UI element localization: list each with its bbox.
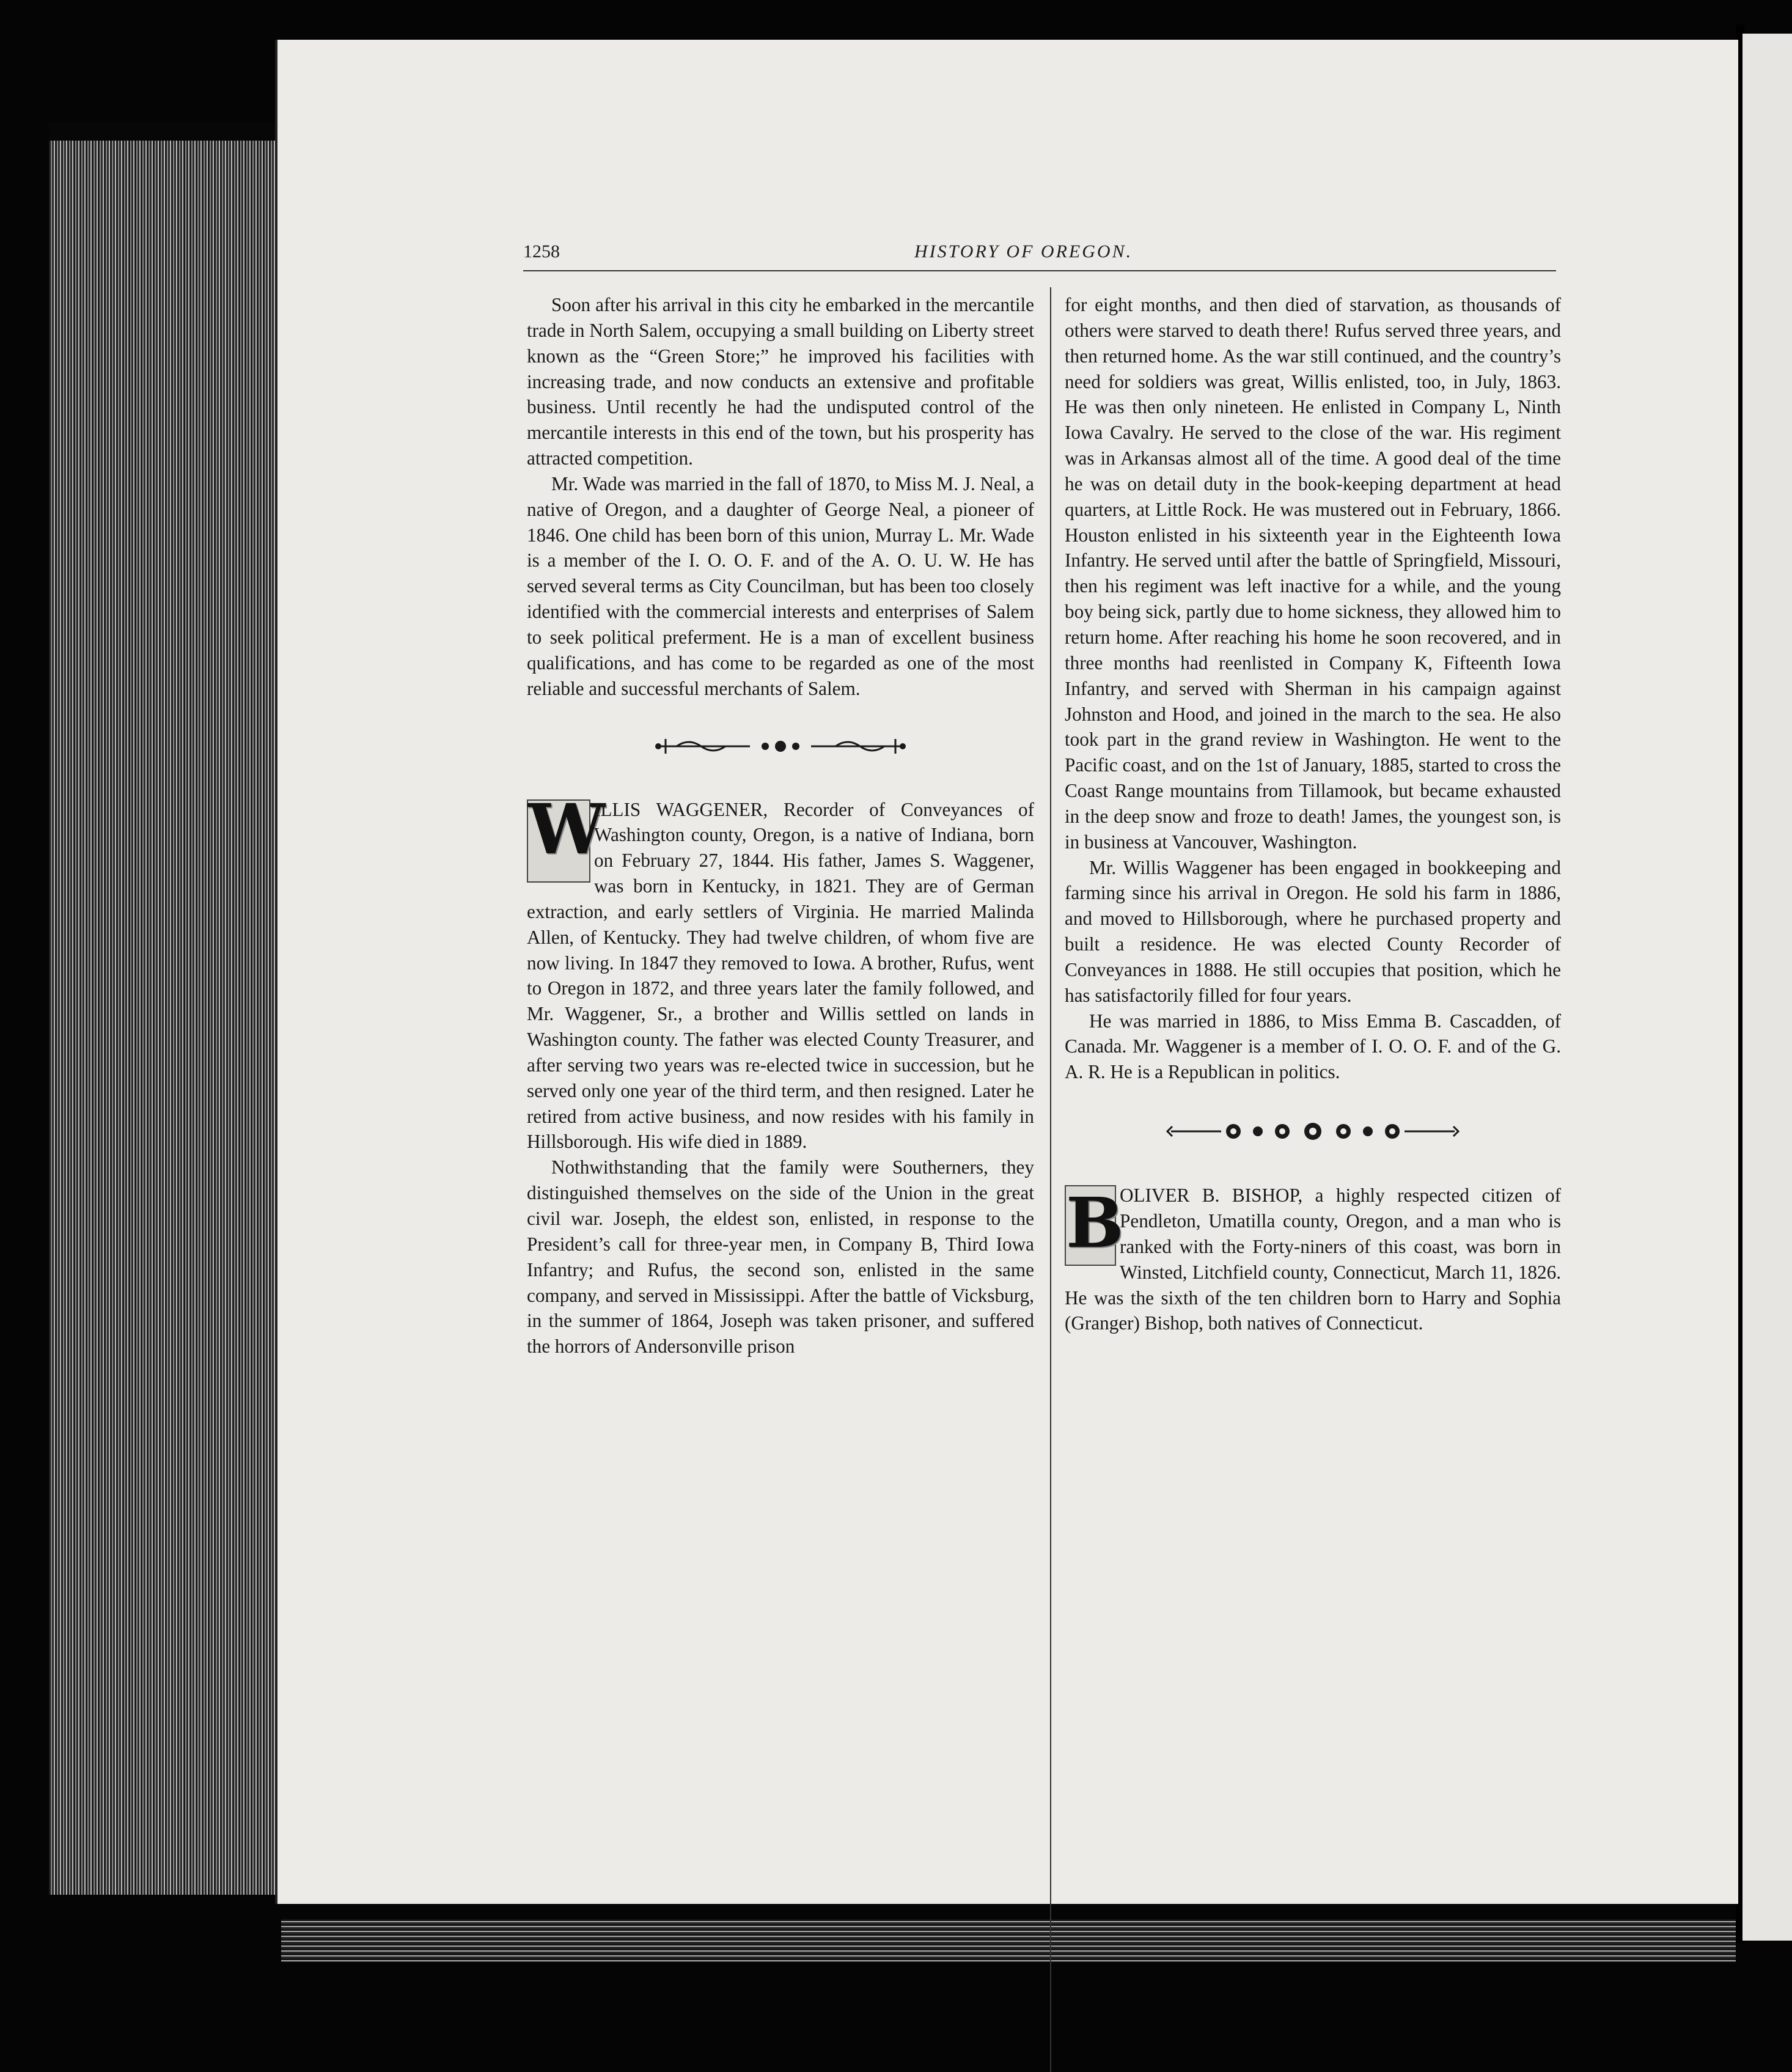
waggener-entry [527,789,1034,1360]
dropcap-b: B [1065,1185,1116,1266]
waggener-opening: ILLIS WAGGENER, Recorder of Conveyances of Washington county, Oregon, is a native of Indiana, born on February 27, 1844. His father, James S. Waggener, was born in Kentucky, in 1821. They are of German extraction, and early settlers of Virginia. He married Malinda Allen, of Kentucky. They had twelve children, of whom five are now living. In 1847 they removed to Iowa. A brother, Rufus, went to Oregon in 1872, and three years later the family followed, and Mr. Waggener, Sr., a brother and Willis settled on lands in Washington county. The father was elected County Treasurer, and after serving two years was re-elected twice in succession, but he served only one year of the third term, and then resigned. Later he retired from active business, and now resides with his family in Hillsborough. His wife died in 1889. [527,798,1034,1153]
right-column [1065,292,1561,1336]
book-page-edges [49,122,281,1895]
left-column [527,292,1034,1359]
dropcap-w: W [527,799,590,883]
waggener-continued: for eight months, and then died of starvation, as thousands of others were starved to death there! Rufus served three years, and then returned home. As the war still continued, and the country’s need for soldiers was great, Willis enlisted, too, in July, 1863. He was then only nineteen. He enlisted in Company L, Ninth Iowa Cavalry. He served to the close of the war. His regiment was in Arkansas almost all of the time. A good deal of the time he was on detail duty in the book-keeping department at head quarters, at Little Rock. He was mustered out in February, 1866. Houston enlisted in his sixteenth year in the Eighteenth Iowa Infantry. He served until after the battle of Springfield, Missouri, then his regiment was left inactive for a while, and the young boy being sick, partly due to home sickness, they allowed him to return home. After reaching his home he soon recovered, and in three months had reenlisted in Company K, Fifteenth Iowa Infantry, and served with Sherman in his campaign against Johnston and Hood, and joined in the march to the sea. He also took part in the grand review in Washington. He went to the Pacific coast, and on the 1st of January, 1885, started to cross the Coast Range mountains from Tillamook, but became exhausted in the deep snow and froze to death! James, the youngest son, is in business at Vancouver, Washington. [1065,294,1561,853]
page-header [523,241,1562,266]
ornament-scroll-icon [652,734,909,759]
wade-paragraph-1: Soon after his arrival in this city he embarked in the mercantile trade in North Salem, occupying a small building on Liberty street known as the “Green Store;” he improved his facilities with increasing trade, and now conducts an extensive and profitable business. Until recently he had the undisputed control of the mercantile interests in this end of the town, but his prosperity has attracted competition. [527,294,1034,469]
book-bottom-edge [281,1919,1736,1962]
running-head: HISTORY OF OREGON. [914,241,1133,262]
waggener-marriage: He was married in 1886, to Miss Emma B. Cascadden, of Canada. Mr. Waggener is a member of I. O. O. F. and of the G. A. R. He is a Republican in politics. [1065,1010,1561,1083]
section-ornament-left [527,718,1034,776]
header-rule [523,270,1556,271]
section-ornament-right [1065,1102,1561,1160]
bishop-entry [1065,1183,1561,1336]
page-number: 1258 [523,241,560,262]
bishop-opening: OLIVER B. BISHOP, a highly respected citizen of Pendleton, Umatilla county, Oregon, and a man who is ranked with the Forty-niners of this coast, was born in Winsted, Litchfield county, Connecticut, March 11, 1826. He was the sixth of the ten children born to Harry and Sophia (Granger) Bishop, both natives of Connecticut. [1065,1185,1561,1334]
waggener-war-paragraph: Nothwithstanding that the family were Southerners, they distinguished themselves on the side of the Union in the great civil war. Joseph, the eldest son, enlisted, in response to the President’s call for three-year men, in Company B, Third Iowa Infantry; and Rufus, the second son, enlisted in the same company, and served in Mississippi. After the battle of Vicksburg, in the summer of 1864, Joseph was taken prisoner, and suffered the horrors of Andersonville prison [527,1156,1034,1357]
ornament-rosette-icon [1166,1119,1460,1144]
column-divider [1050,287,1051,2072]
adjacent-page-edge [1741,34,1792,1941]
wade-paragraph-2: Mr. Wade was married in the fall of 1870, to Miss M. J. Neal, a native of Oregon, and a daughter of George Neal, a pioneer of 1846. One child has been born of this union, Murray L. Mr. Wade is a member of the I. O. O. F. and of the A. O. U. W. He has served several terms as City Councilman, but has been too closely identified with the commercial interests and enterprises of Salem to seek political preferment. He is a man of excellent business qualifications, and has come to be regarded as one of the most reliable and successful merchants of Salem. [527,472,1034,699]
waggener-career: Mr. Willis Waggener has been engaged in bookkeeping and farming since his arrival in Oregon. He sold his farm in 1886, and moved to Hillsborough, where he purchased property and built a residence. He was elected County Recorder of Conveyances in 1888. He still occupies that position, which he has satisfactorily filled for four years. [1065,856,1561,1006]
